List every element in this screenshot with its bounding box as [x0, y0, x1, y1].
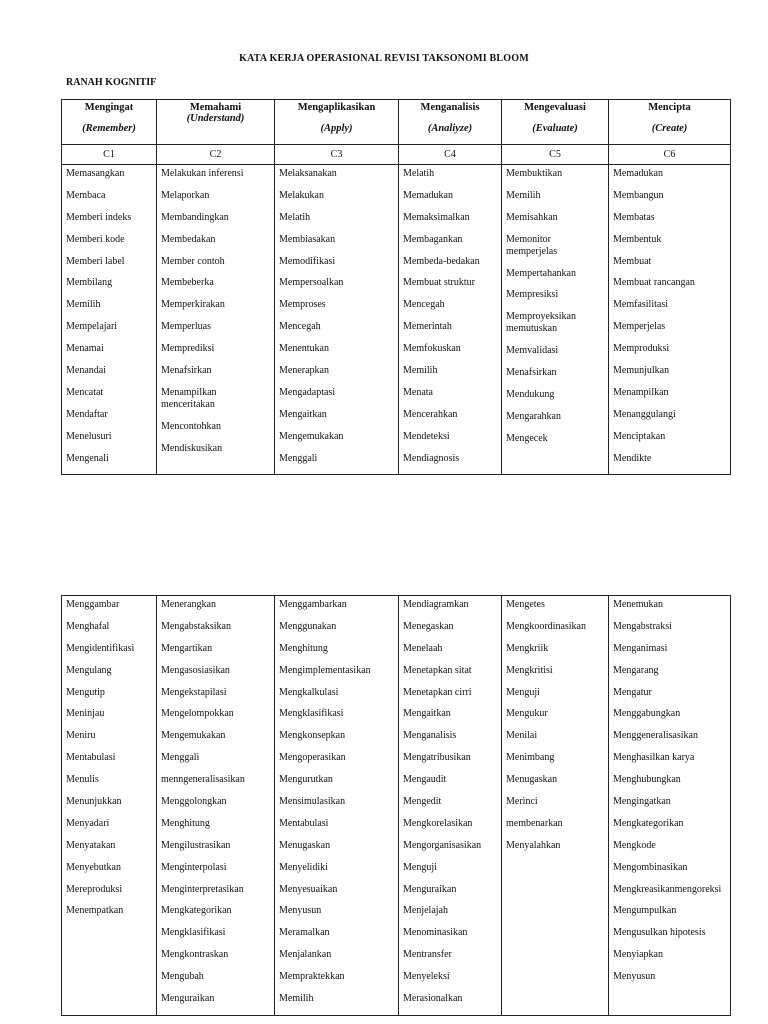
- verb-item: Membatas: [613, 211, 655, 223]
- verb-item: Mengaudit: [403, 774, 447, 786]
- verb-item: Menguraikan: [161, 993, 215, 1005]
- verb-item: Mengarang: [613, 664, 659, 676]
- verb-item: Mengumpulkan: [613, 905, 677, 917]
- verb-item: Mengkontraskan: [161, 949, 229, 961]
- verb-item: Membedakan: [161, 233, 216, 245]
- verb-item: Mengkategorikan: [161, 905, 232, 917]
- verb-list: [157, 596, 275, 1016]
- verb-item: Menampilkan: [613, 386, 669, 398]
- verb-item: Mengatribusikan: [403, 752, 471, 764]
- verb-item: Melakukan inferensi: [161, 168, 244, 179]
- verb-item: Mengklasifikasi: [279, 708, 344, 720]
- verb-item: Memadukan: [403, 189, 453, 201]
- verb-item: Mengkoordinasikan: [506, 620, 586, 632]
- verb-item: Memprediksi: [161, 343, 215, 355]
- level-code: C6: [609, 145, 731, 165]
- verb-item: Memilih: [506, 189, 541, 201]
- verb-item: Memproses: [279, 299, 326, 311]
- verb-item: Membuat struktur: [403, 277, 475, 289]
- verb-list: [399, 165, 502, 475]
- verb-list: [399, 596, 502, 1016]
- level-code: C1: [62, 145, 157, 165]
- verb-item: Memfasilitasi: [613, 299, 668, 311]
- verb-item: Membuat rancangan: [613, 277, 695, 289]
- verb-item: Mengimplementasikan: [279, 664, 371, 676]
- verbs-row: [62, 165, 731, 475]
- verb-item: Menelaah: [403, 642, 443, 654]
- verb-item: Member contoh: [161, 255, 225, 267]
- verb-item: Memberi indeks: [66, 211, 132, 223]
- verb-item: Menampilkan menceritakan: [161, 386, 217, 410]
- verb-item: Membangun: [613, 189, 664, 201]
- verb-item: Menyesuaikan: [279, 883, 338, 895]
- verb-item: Mempersoalkan: [279, 277, 344, 289]
- verb-item: Mengemukakan: [279, 430, 344, 442]
- verb-item: Mempelajari: [66, 321, 118, 333]
- verb-item: Memilih: [279, 993, 314, 1005]
- verb-item: Menyiapkan: [613, 949, 663, 961]
- verb-item: Mengecek: [506, 432, 548, 444]
- verb-item: Mendiagramkan: [403, 599, 469, 610]
- verb-item: Menggolongkan: [161, 796, 227, 808]
- verbs-row: [62, 596, 731, 1016]
- verb-item: Memunjulkan: [613, 365, 670, 377]
- verb-item: Mendikte: [613, 452, 652, 464]
- verb-item: Menegaskan: [403, 620, 454, 632]
- verb-item: Memilih: [66, 299, 101, 311]
- verb-item: Menetapkan sitat: [403, 664, 472, 676]
- verb-item: Meramalkan: [279, 927, 330, 939]
- column-header: Mengingat (Remember): [62, 100, 157, 145]
- verb-list: [62, 596, 157, 1016]
- verb-item: Mengorganisasikan: [403, 839, 482, 851]
- verb-item: Menunjukkan: [66, 796, 122, 808]
- verb-item: Memberi kode: [66, 233, 125, 245]
- verb-item: Menentukan: [279, 343, 329, 355]
- verb-item: Melatih: [279, 211, 311, 223]
- verb-item: Menguji: [506, 686, 540, 698]
- column-header: Mengevaluasi (Evaluate): [502, 100, 609, 145]
- verb-item: Mengetes: [506, 599, 545, 610]
- verb-item: Memperluas: [161, 321, 211, 333]
- verb-item: Menguji: [403, 861, 437, 873]
- verb-item: Merinci: [506, 796, 538, 808]
- verb-item: Menulis: [66, 774, 99, 786]
- verb-item: Mengaitkan: [279, 408, 327, 420]
- verb-list: [609, 596, 731, 1016]
- verb-item: Memonitor memperjelas: [506, 233, 558, 257]
- verb-item: Menggambar: [66, 599, 120, 610]
- verb-item: Menugaskan: [506, 774, 558, 786]
- verb-item: Memvalidasi: [506, 345, 559, 357]
- verb-item: Menerangkan: [161, 599, 216, 610]
- verb-item: Mengkalkulasi: [279, 686, 339, 698]
- verb-item: Melatih: [403, 168, 435, 179]
- verb-item: Menanggulangi: [613, 408, 676, 420]
- verb-item: Membiasakan: [279, 233, 336, 245]
- verb-item: Mengubah: [161, 971, 204, 983]
- verb-item: Mengemukakan: [161, 730, 226, 742]
- verb-item: Membilang: [66, 277, 113, 289]
- verb-item: Mengklasifikasi: [161, 927, 226, 939]
- verb-item: Memerintah: [403, 321, 452, 333]
- verb-item: Memperkirakan: [161, 299, 225, 311]
- verb-item: Meniru: [66, 730, 96, 742]
- verb-item: Mencatat: [66, 386, 104, 398]
- verb-item: Menggunakan: [279, 620, 337, 632]
- verb-item: Menafsirkan: [161, 365, 212, 377]
- verb-item: Mengabstaksikan: [161, 620, 231, 632]
- verb-item: Membuat: [613, 255, 652, 267]
- verb-item: Memaksimalkan: [403, 211, 470, 223]
- verb-item: Menghitung: [279, 642, 328, 654]
- column-header: Menganalisis (Analiyze): [399, 100, 502, 145]
- verb-item: Mengekstapilasi: [161, 686, 227, 698]
- verb-item: Menganalisis: [403, 730, 457, 742]
- verb-item: Mensimulasikan: [279, 796, 346, 808]
- verb-item: Mencontohkan: [161, 420, 221, 432]
- verb-list: [609, 165, 731, 475]
- verb-item: Mengoperasikan: [279, 752, 346, 764]
- verb-item: Mempertahankan: [506, 267, 576, 279]
- verb-item: Memproyeksikan memutuskan: [506, 311, 576, 335]
- verb-item: Memadukan: [613, 168, 663, 179]
- verb-list: [502, 596, 609, 1016]
- verb-list: [275, 165, 399, 475]
- column-header: Memahami (Understand): [157, 100, 275, 145]
- code-row: [62, 145, 731, 165]
- verb-item: Mengidentifikasi: [66, 642, 135, 654]
- verb-item: Melakukan: [279, 189, 324, 201]
- verb-item: Mengadaptasi: [279, 386, 336, 398]
- verb-item: Menominasikan: [403, 927, 468, 939]
- verb-item: Menyusun: [613, 971, 656, 983]
- verb-item: Menggambarkan: [279, 599, 347, 610]
- verb-item: Mengkriik: [506, 642, 549, 654]
- verb-item: Menilai: [506, 730, 538, 742]
- verb-item: Menyatakan: [66, 839, 116, 851]
- verb-item: Merasionalkan: [403, 993, 463, 1005]
- verb-table-part-1: [61, 99, 731, 475]
- verb-item: Mengaitkan: [403, 708, 451, 720]
- verb-item: Menyusun: [279, 905, 322, 917]
- verb-item: Mentabulasi: [66, 752, 116, 764]
- verb-item: Memilih: [403, 365, 438, 377]
- verb-item: Mengkreasikanmengoreksi: [613, 883, 722, 895]
- verb-item: Memperjelas: [613, 321, 666, 333]
- verb-item: Menyelidiki: [279, 861, 328, 873]
- verb-item: Mengedit: [403, 796, 442, 808]
- verb-item: Mencegah: [403, 299, 445, 311]
- verb-item: Mereproduksi: [66, 883, 123, 895]
- verb-item: Mengulang: [66, 664, 112, 676]
- verb-list: [275, 596, 399, 1016]
- verb-item: Membentuk: [613, 233, 662, 245]
- verb-item: Menyebutkan: [66, 861, 121, 873]
- verb-item: Menafsirkan: [506, 367, 557, 379]
- level-code: C4: [399, 145, 502, 165]
- verb-item: Mengelompokkan: [161, 708, 234, 720]
- verb-item: Menggeneralisasikan: [613, 730, 698, 742]
- verb-item: Mengkategorikan: [613, 817, 684, 829]
- verb-item: Membaca: [66, 189, 106, 201]
- verb-item: Mendiagnosis: [403, 452, 460, 464]
- verb-item: Menyalahkan: [506, 839, 561, 851]
- verb-item: Menguraikan: [403, 883, 457, 895]
- verb-item: Menelusuri: [66, 430, 112, 442]
- verb-item: Memodifikasi: [279, 255, 336, 267]
- verb-list: [502, 165, 609, 475]
- verb-item: Mendaftar: [66, 408, 108, 420]
- verb-item: Mengabstraksi: [613, 620, 672, 632]
- verb-item: Mengatur: [613, 686, 652, 698]
- verb-item: Melaporkan: [161, 189, 210, 201]
- verb-table-part-2: [61, 595, 731, 1016]
- verb-item: Menganimasi: [613, 642, 668, 654]
- column-header: Mengaplikasikan (Apply): [275, 100, 399, 145]
- verb-item: Menggali: [279, 452, 318, 464]
- verb-item: Membagankan: [403, 233, 463, 245]
- verb-item: Mempraktekkan: [279, 971, 345, 983]
- verb-item: Menetapkan cirri: [403, 686, 472, 698]
- verb-item: Menginterpolasi: [161, 861, 227, 873]
- verb-item: Menghasilkan karya: [613, 752, 695, 764]
- verb-item: Mengasosiasikan: [161, 664, 230, 676]
- verb-item: Mengkonsepkan: [279, 730, 346, 742]
- header-row: [62, 100, 731, 145]
- verb-item: Menggabungkan: [613, 708, 681, 720]
- verb-item: Memproduksi: [613, 343, 670, 355]
- verb-item: Mencerahkan: [403, 408, 458, 420]
- verb-item: Menyeleksi: [403, 971, 450, 983]
- verb-item: Membuktikan: [506, 168, 563, 179]
- verb-item: Mengukur: [506, 708, 548, 720]
- column-header: Mencipta (Create): [609, 100, 731, 145]
- verb-item: Mengombinasikan: [613, 861, 688, 873]
- verb-item: Menggali: [161, 752, 200, 764]
- verb-item: Mengkorelasikan: [403, 817, 473, 829]
- verb-item: Menandai: [66, 365, 106, 377]
- verb-item: Mengutip: [66, 686, 105, 698]
- verb-item: Mencegah: [279, 321, 321, 333]
- verb-item: Menghubungkan: [613, 774, 681, 786]
- level-code: C2: [157, 145, 275, 165]
- verb-item: Mengkritisi: [506, 664, 553, 676]
- verb-item: Memisahkan: [506, 211, 558, 223]
- verb-item: Menjelajah: [403, 905, 448, 917]
- verb-item: Mengarahkan: [506, 410, 561, 422]
- verb-item: Meninjau: [66, 708, 105, 720]
- verb-list: [62, 165, 157, 475]
- level-code: C3: [275, 145, 399, 165]
- verb-item: Menciptakan: [613, 430, 666, 442]
- verb-item: Membeda-bedakan: [403, 255, 480, 267]
- verb-item: Menginterpretasikan: [161, 883, 244, 895]
- verb-item: Memasangkan: [66, 168, 125, 179]
- level-code: C5: [502, 145, 609, 165]
- verb-item: Menata: [403, 386, 433, 398]
- verb-item: Mengilustrasikan: [161, 839, 231, 851]
- verb-item: Melaksanakan: [279, 168, 337, 179]
- verb-item: Menempatkan: [66, 905, 124, 917]
- verb-list: [157, 165, 275, 475]
- verb-item: Mentransfer: [403, 949, 452, 961]
- verb-item: Menimbang: [506, 752, 555, 764]
- verb-item: Mentabulasi: [279, 817, 329, 829]
- verb-item: Menamai: [66, 343, 104, 355]
- verb-item: Membandingkan: [161, 211, 229, 223]
- verb-item: membenarkan: [506, 817, 563, 829]
- verb-item: menngeneralisasikan: [161, 774, 245, 786]
- verb-item: Mendeteksi: [403, 430, 450, 442]
- verb-item: Menugaskan: [279, 839, 331, 851]
- verb-item: Menjalankan: [279, 949, 332, 961]
- verb-item: Mengenali: [66, 452, 109, 464]
- verb-item: Menerapkan: [279, 365, 329, 377]
- verb-item: Membeberka: [161, 277, 214, 289]
- verb-item: Mendiskusikan: [161, 442, 223, 454]
- verb-item: Mempresiksi: [506, 289, 559, 301]
- verb-item: Memberi label: [66, 255, 125, 267]
- verb-item: Mendukung: [506, 389, 555, 401]
- verb-item: Menemukan: [613, 599, 663, 610]
- verb-item: Menghafal: [66, 620, 110, 632]
- verb-item: Menyadari: [66, 817, 110, 829]
- verb-item: Memfokuskan: [403, 343, 461, 355]
- verb-item: Menghitung: [161, 817, 210, 829]
- verb-item: Mengartikan: [161, 642, 213, 654]
- section-subtitle: RANAH KOGNITIF: [66, 77, 157, 88]
- document-title: KATA KERJA OPERASIONAL REVISI TAKSONOMI BLOOM: [239, 53, 529, 64]
- verb-item: Mengusulkan hipotesis: [613, 927, 706, 939]
- verb-item: Mengingatkan: [613, 796, 671, 808]
- verb-item: Mengurutkan: [279, 774, 333, 786]
- verb-item: Mengkode: [613, 839, 656, 851]
